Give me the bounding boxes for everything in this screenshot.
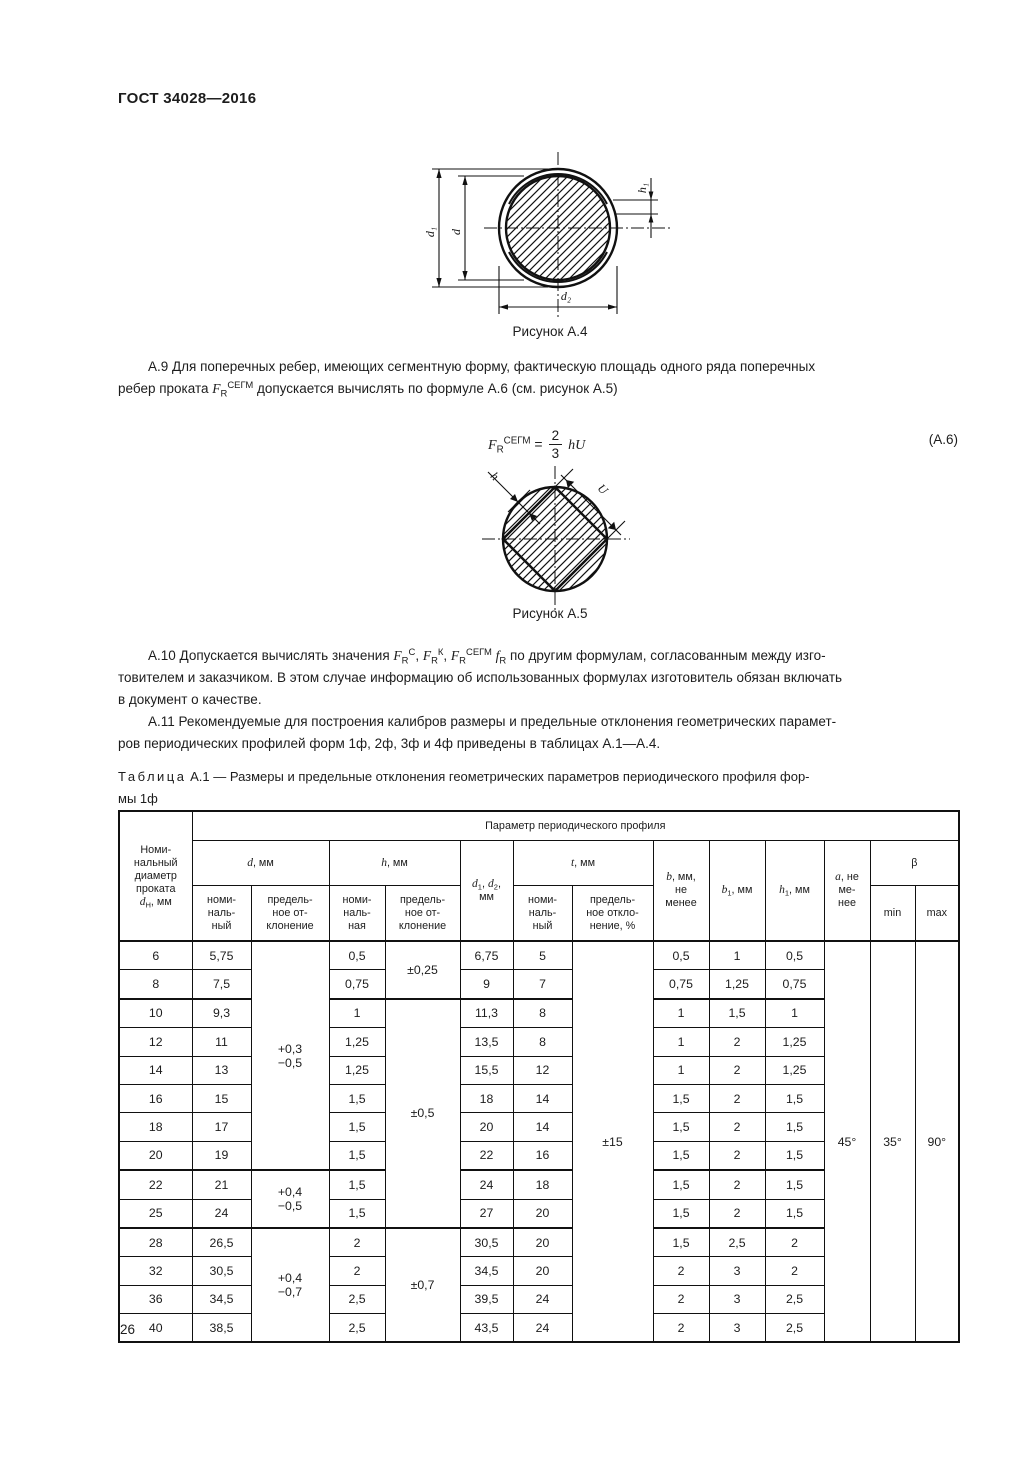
table-cell: 45° <box>824 941 870 1342</box>
figure-a4-caption: Рисунок А.4 <box>512 324 588 339</box>
table-cell: 30,5 <box>192 1257 251 1285</box>
table-caption <box>118 766 960 810</box>
table-cell: ±0,7 <box>385 1228 460 1343</box>
table-cell: 1,25 <box>329 1056 385 1084</box>
d-label: d <box>449 229 463 235</box>
figure-a5-caption: Рисунок А.5 <box>512 606 588 621</box>
th-b: b, мм, не менее <box>653 841 709 942</box>
paragraph-a9: А.9 Для поперечных ребер, имеющих сегментную форму, фактическую площадь одного ряда поперечных ребер проката $F_R^{СЕГМ}$ допускается вычислять по формуле А.6 (см. рисунок А.5) <box>118 359 816 400</box>
table-cell: 30,5 <box>460 1228 513 1257</box>
table-cell: 1,5 <box>653 1170 709 1199</box>
table-cell: 15,5 <box>460 1056 513 1084</box>
table-cell: 1,5 <box>709 999 765 1028</box>
table-cell: 10 <box>119 999 192 1028</box>
table-cell: 43,5 <box>460 1314 513 1343</box>
table-cell: 20 <box>119 1141 192 1170</box>
th-nominal-diameter: Номи- нальный диаметр проката $d_Н$, мм <box>119 811 192 941</box>
th-beta: β <box>870 841 959 886</box>
table-cell: 1,25 <box>765 1028 824 1056</box>
table-cell: 22 <box>460 1141 513 1170</box>
table-cell: 14 <box>119 1056 192 1084</box>
table-cell: 2 <box>329 1257 385 1285</box>
table-cell: 2,5 <box>329 1285 385 1313</box>
th-group-t: t, мм <box>513 841 653 886</box>
table-cell: 9 <box>460 970 513 999</box>
d2-label: d₂ <box>560 289 572 303</box>
table-cell: 2,5 <box>709 1228 765 1257</box>
table-cell: 3 <box>709 1314 765 1343</box>
table-cell: 20 <box>513 1199 572 1228</box>
table-cell: 1,5 <box>653 1084 709 1112</box>
table-cell: 2 <box>709 1199 765 1228</box>
table-cell: 1,25 <box>765 1056 824 1084</box>
table-cell: 20 <box>513 1228 572 1257</box>
table-cell: 2,5 <box>765 1314 824 1343</box>
h-label: h <box>487 469 502 484</box>
th-t-tolerance: предель- ное откло- нение, % <box>572 886 653 942</box>
table-cell: 15 <box>192 1084 251 1112</box>
th-d1-d2: $d_1$, $d_2$, мм <box>460 841 513 942</box>
table-cell: 24 <box>513 1314 572 1343</box>
fraction-numerator: 2 <box>549 428 563 445</box>
table-cell: 90° <box>915 941 959 1342</box>
table-cell: +0,3 −0,5 <box>251 941 329 1170</box>
table-cell: 2 <box>653 1257 709 1285</box>
table-cell: 0,75 <box>765 970 824 999</box>
table-cell: 2 <box>709 1084 765 1112</box>
table-cell: 11 <box>192 1028 251 1056</box>
table-cell: 1 <box>653 1028 709 1056</box>
table-cell: 8 <box>119 970 192 999</box>
th-h-nominal: номи- наль- ная <box>329 886 385 942</box>
table-cell: 18 <box>119 1113 192 1141</box>
table-cell: 0,5 <box>765 941 824 970</box>
th-beta-max: max <box>915 886 959 942</box>
table-cell: 39,5 <box>460 1285 513 1313</box>
paragraph-a10: А.10 Допускается вычислять значения $F_R^С$, $F_R^К$, $F_R^{СЕГМ}$ $f_R$ по другим формулам, согласованным между изго- товителем и заказчиком. В этом случае информацию об использованных формулах изготовитель обязан включать в документ о качестве. <box>118 646 843 707</box>
table-cell: 1 <box>329 999 385 1028</box>
table-cell: 12 <box>119 1028 192 1056</box>
table-cell: 11,3 <box>460 999 513 1028</box>
table-cell: 3 <box>709 1285 765 1313</box>
formula-rhs: hU <box>568 437 586 453</box>
table-cell: 8 <box>513 1028 572 1056</box>
page-number: 26 <box>120 1322 136 1337</box>
table-cell: 28 <box>119 1228 192 1257</box>
table-cell: 38,5 <box>192 1314 251 1343</box>
table-cell: 1,5 <box>653 1199 709 1228</box>
formula-expression <box>488 428 585 461</box>
table-cell: 1,5 <box>653 1141 709 1170</box>
table-cell: 19 <box>192 1141 251 1170</box>
table-cell: 2 <box>653 1285 709 1313</box>
table-cell: 2 <box>709 1028 765 1056</box>
table-cell: 1,5 <box>329 1113 385 1141</box>
fraction <box>549 428 563 461</box>
table-cell: 5,75 <box>192 941 251 970</box>
table-cell: 22 <box>119 1170 192 1199</box>
table-cell: 16 <box>119 1084 192 1112</box>
th-h1: $h_1$, мм <box>765 841 824 942</box>
th-param-title: Параметр периодического профиля <box>192 811 959 841</box>
table-cell: 1 <box>709 941 765 970</box>
table-cell: 13,5 <box>460 1028 513 1056</box>
table-cell: 2 <box>709 1056 765 1084</box>
table-cell: 2 <box>653 1314 709 1343</box>
table-cell: 20 <box>460 1113 513 1141</box>
th-d-tolerance: предель- ное от- клонение <box>251 886 329 942</box>
table-cell: 6 <box>119 941 192 970</box>
th-beta-min: min <box>870 886 915 942</box>
table-cell: 2 <box>709 1113 765 1141</box>
table-cell: 18 <box>460 1084 513 1112</box>
figure-a5 <box>430 464 680 614</box>
table-cell: 2,5 <box>329 1314 385 1343</box>
table-cell: 34,5 <box>460 1257 513 1285</box>
table-cell: 1,5 <box>765 1113 824 1141</box>
table-cell: +0,4 −0,5 <box>251 1170 329 1228</box>
table-cell: 1,5 <box>765 1170 824 1199</box>
table-cell: 8 <box>513 999 572 1028</box>
table-cell: 1,5 <box>329 1141 385 1170</box>
table-cell: 14 <box>513 1084 572 1112</box>
table-cell: 1 <box>653 999 709 1028</box>
table-cell: ±15 <box>572 941 653 1342</box>
table-cell: 0,5 <box>653 941 709 970</box>
table-a1 <box>118 810 960 1343</box>
table-cell: 1,5 <box>765 1199 824 1228</box>
table-cell: 1,5 <box>329 1084 385 1112</box>
table-cell: ±0,25 <box>385 941 460 999</box>
table-cell: ±0,5 <box>385 999 460 1228</box>
figure-a4 <box>420 148 680 326</box>
table-cell: 2 <box>709 1141 765 1170</box>
table-cell: 3 <box>709 1257 765 1285</box>
table-caption-text: А.1 — Размеры и предельные отклонения геометрических параметров периодического профиля фор- мы 1ф <box>118 769 810 806</box>
core-circle <box>506 176 610 280</box>
table-cell: 0,75 <box>329 970 385 999</box>
table-cell: 5 <box>513 941 572 970</box>
table-cell: 12 <box>513 1056 572 1084</box>
table-cell: 9,3 <box>192 999 251 1028</box>
table-header <box>119 811 959 941</box>
table-cell: 7 <box>513 970 572 999</box>
th-a: a, не ме- нее <box>824 841 870 942</box>
table-cell: 2 <box>765 1257 824 1285</box>
table-cell: 27 <box>460 1199 513 1228</box>
table-cell: 1,5 <box>329 1170 385 1199</box>
table-cell: 1,25 <box>329 1028 385 1056</box>
th-d-nominal: номи- наль- ный <box>192 886 251 942</box>
table-cell: 0,75 <box>653 970 709 999</box>
table-cell: 1,5 <box>765 1084 824 1112</box>
table-cell: 1,5 <box>653 1113 709 1141</box>
table-cell: 2 <box>709 1170 765 1199</box>
d1-label: d₁ <box>423 226 437 238</box>
table-cell: 13 <box>192 1056 251 1084</box>
table-cell: +0,4 −0,7 <box>251 1228 329 1343</box>
table-cell: 2 <box>765 1228 824 1257</box>
th-h-tolerance: предель- ное от- клонение <box>385 886 460 942</box>
table-cell: 24 <box>192 1199 251 1228</box>
th-group-d: d, мм <box>192 841 329 886</box>
table-cell: 20 <box>513 1257 572 1285</box>
th-group-h: h, мм <box>329 841 460 886</box>
table-cell: 25 <box>119 1199 192 1228</box>
doc-number: ГОСТ 34028—2016 <box>118 90 257 107</box>
table-cell: 36 <box>119 1285 192 1313</box>
table-cell: 40 <box>119 1314 192 1343</box>
table-cell: 14 <box>513 1113 572 1141</box>
table-cell: 1,5 <box>329 1199 385 1228</box>
table-body <box>119 941 959 1342</box>
table-cell: 24 <box>460 1170 513 1199</box>
table-cell: 2 <box>329 1228 385 1257</box>
table-cell: 34,5 <box>192 1285 251 1313</box>
table-cell: 1,5 <box>765 1141 824 1170</box>
table-cell: 7,5 <box>192 970 251 999</box>
table-cell: 24 <box>513 1285 572 1313</box>
table-cell: 16 <box>513 1141 572 1170</box>
table-row <box>119 941 959 970</box>
table-cell: 32 <box>119 1257 192 1285</box>
table-cell: 1 <box>653 1056 709 1084</box>
fraction-denominator: 3 <box>551 446 560 461</box>
th-t-nominal: номи- наль- ный <box>513 886 572 942</box>
table-cell: 1,25 <box>709 970 765 999</box>
table-cell: 0,5 <box>329 941 385 970</box>
table-cell: 6,75 <box>460 941 513 970</box>
formula-lhs: $F_R^{СЕГМ}$ = <box>488 435 543 455</box>
h1-label: h₁ <box>635 182 649 194</box>
table-cell: 2,5 <box>765 1285 824 1313</box>
u-label: U <box>594 481 611 498</box>
table-cell: 1,5 <box>653 1228 709 1257</box>
table-cell: 17 <box>192 1113 251 1141</box>
paragraph-a11: А.11 Рекомендуемые для построения калибров размеры и предельные отклонения геометрических парамет- ров периодических профилей форм 1ф, 2ф, 3ф и 4ф приведены в таблицах А.1—А.4. <box>118 714 837 751</box>
table-cell: 18 <box>513 1170 572 1199</box>
th-b1: $b_1$, мм <box>709 841 765 942</box>
table-caption-word: Таблица <box>118 769 187 784</box>
table-cell: 1 <box>765 999 824 1028</box>
table-cell: 35° <box>870 941 915 1342</box>
table-cell: 26,5 <box>192 1228 251 1257</box>
formula-number: (А.6) <box>928 432 958 447</box>
table-cell: 21 <box>192 1170 251 1199</box>
